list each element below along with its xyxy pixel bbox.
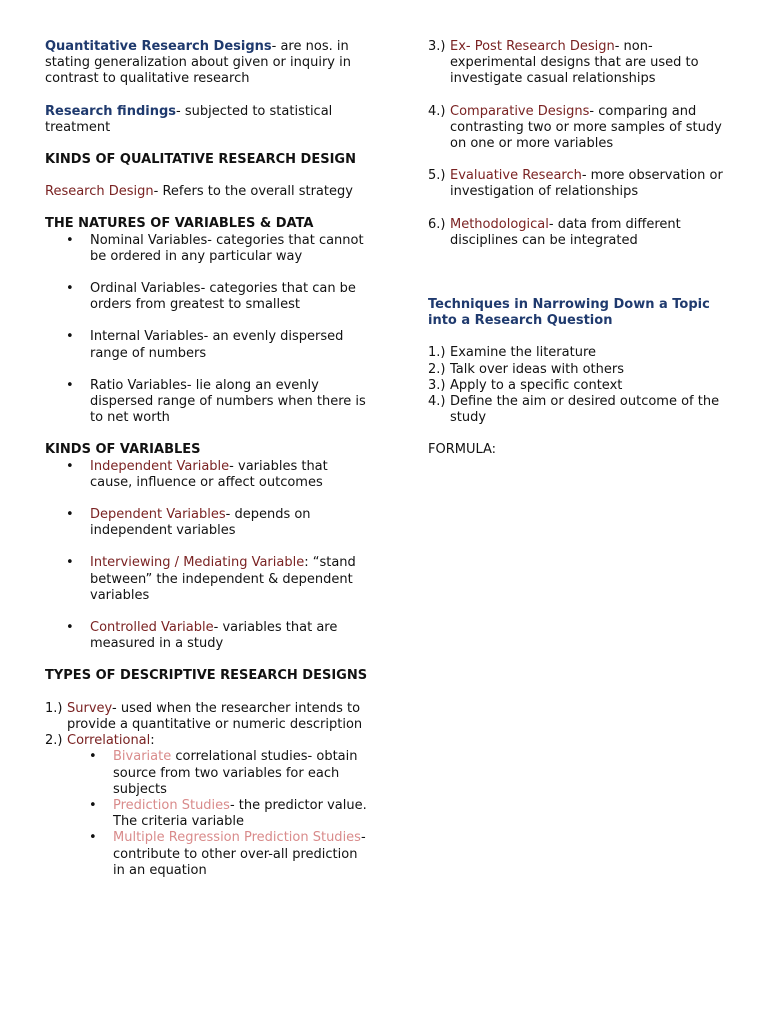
left-column [45, 39, 370, 879]
type-item-evaluative [428, 168, 728, 200]
item-number: 5.) [428, 168, 446, 184]
list-item: • Ordinal Variables- categories that can be orders from greatest to smallest [45, 281, 370, 313]
term-evaluative: Evaluative Research [450, 168, 582, 184]
term-prediction-studies: Prediction Studies [113, 797, 230, 813]
term-research-findings: Research findings [45, 103, 177, 119]
type-item-survey [45, 701, 370, 733]
natures-list [45, 233, 370, 427]
item-number: 1.) [45, 700, 63, 716]
list-item [45, 555, 370, 604]
research-design-def [45, 184, 370, 200]
item-number: 6.) [428, 216, 446, 232]
term-ex-post: Ex- Post Research Design [450, 39, 615, 54]
item-number: 3.) [428, 39, 446, 54]
definition-mediating: : “stand between” the independent & dependent variables [90, 555, 356, 603]
list-item [45, 459, 370, 491]
technique-text: Talk over ideas with others [450, 361, 625, 377]
formula-label: FORMULA: [428, 442, 497, 458]
definition-methodological: - data from different disciplines can be integrated [450, 216, 681, 248]
list-item: • Ratio Variables- lie along an evenly dispersed range of numbers when there is to net worth [45, 378, 370, 427]
technique-item [428, 345, 728, 361]
item-number: 3.) [428, 377, 446, 393]
technique-text: Define the aim or desired outcome of the study [450, 394, 720, 426]
term-dependent-variables: Dependent Variables [90, 507, 226, 523]
term-research-design: Research Design [45, 184, 154, 200]
definition-dependent: - depends on independent variables [90, 507, 311, 539]
item-number: 4.) [428, 103, 446, 119]
heading-types-descriptive: TYPES OF DESCRIPTIVE RESEARCH DESIGNS [45, 668, 368, 684]
heading-kinds-variables: KINDS OF VARIABLES [45, 442, 201, 458]
technique-item [428, 378, 728, 394]
term-quantitative-research-designs: Quantitative Research Designs [45, 39, 272, 54]
definition-multiple-regression: - contribute to other over-all prediction in an equation [113, 830, 366, 878]
list-item: • Nominal Variables- categories that cannot be ordered in any particular way [45, 233, 370, 265]
kinds-list [45, 459, 370, 653]
definition-research-design: - Refers to the overall strategy [153, 184, 353, 200]
definition-quantitative: - are nos. in stating generalization about given or inquiry in contrast to qualitative research [45, 39, 351, 87]
definition-bivariate: correlational studies- obtain source from two variables for each subjects [113, 749, 358, 797]
term-bivariate: Bivariate [113, 749, 172, 765]
right-column [428, 39, 728, 459]
heading-kinds-qualitative: KINDS OF QUALITATIVE RESEARCH DESIGN [45, 152, 356, 168]
item-number: 4.) [428, 394, 446, 410]
technique-item [428, 394, 728, 426]
definition-evaluative: - more observation or investigation of relationships [450, 168, 723, 200]
definition-findings: - subjected to statistical treatment [45, 103, 333, 135]
definition-independent: - variables that cause, influence or affect outcomes [90, 458, 328, 490]
type-item-comparative [428, 104, 728, 153]
term-mediating-variable: Interviewing / Mediating Variable [90, 555, 305, 571]
list-item [45, 620, 370, 652]
technique-text: Examine the literature [450, 345, 597, 361]
intro-quantitative [45, 39, 370, 88]
term-comparative: Comparative Designs [450, 103, 590, 119]
item-number: 2.) [45, 733, 63, 749]
intro-findings [45, 104, 370, 136]
item-number: 1.) [428, 345, 446, 361]
list-item [45, 830, 370, 879]
heading-natures-variables: THE NATURES OF VARIABLES & DATA [45, 216, 314, 232]
definition-prediction: - the predictor value. The criteria variable [113, 797, 367, 830]
definition-ex-post: - non-experimental designs that are used to investigate casual relationships [450, 39, 699, 87]
definition-survey: - used when the researcher intends to provide a quantitative or numeric description [67, 700, 363, 732]
term-survey: Survey [67, 700, 112, 716]
definition-controlled: - variables that are measured in a study [90, 620, 338, 652]
techniques-title: Techniques in Narrowing Down a Topic into a Research Question [428, 297, 710, 329]
item-number: 2.) [428, 361, 446, 377]
definition-correlational: : [150, 733, 155, 749]
technique-text: Apply to a specific context [450, 377, 623, 393]
correlational-sublist [45, 749, 370, 879]
type-item-ex-post [428, 39, 728, 88]
list-item: • Internal Variables- an evenly dispersed range of numbers [45, 329, 370, 361]
type-item-methodological [428, 217, 728, 249]
technique-item [428, 362, 728, 378]
list-item [45, 798, 370, 830]
term-correlational: Correlational [67, 733, 151, 749]
type-item-correlational [45, 733, 370, 749]
list-item [45, 507, 370, 539]
term-multiple-regression: Multiple Regression Prediction Studies [113, 830, 361, 846]
list-item [45, 749, 370, 798]
definition-comparative: - comparing and contrasting two or more samples of study on one or more variables [450, 103, 722, 152]
term-methodological: Methodological [450, 216, 549, 232]
term-controlled-variable: Controlled Variable [90, 620, 214, 636]
term-independent-variable: Independent Variable [90, 458, 230, 474]
